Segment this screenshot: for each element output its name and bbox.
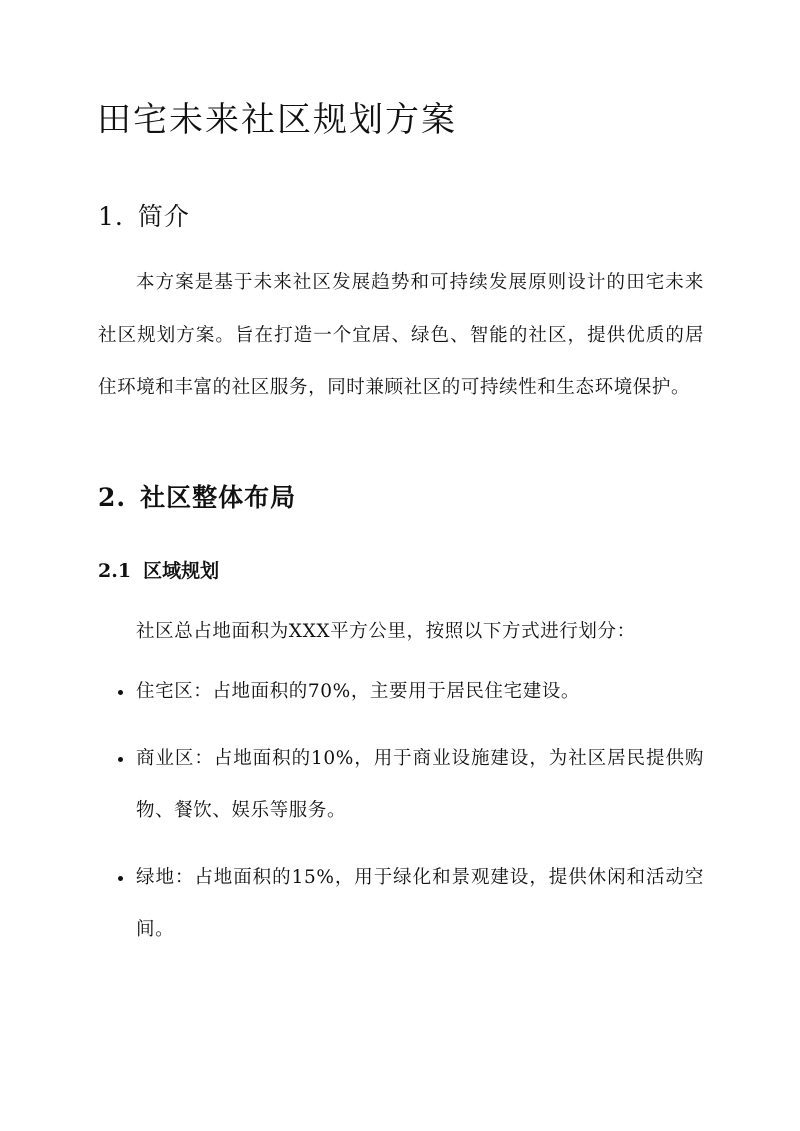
bullet-icon	[118, 690, 123, 695]
list-item	[98, 733, 704, 838]
section-heading-intro	[98, 197, 190, 233]
subsection-number: 2.1	[98, 560, 132, 582]
intro-paragraph: 本方案是基于未来社区发展趋势和可持续发展原则设计的田宅未来社区规划方案。旨在打造一个宜居、绿色、智能的社区，提供优质的居住环境和丰富的社区服务，同时兼顾社区的可持续性和生态环境保护。	[98, 272, 704, 398]
section-number: 2.	[98, 483, 127, 512]
bullet-icon	[118, 876, 123, 881]
zoning-list	[98, 666, 704, 971]
list-item-text: 绿地：占地面积的15%，用于绿化和景观建设，提供休闲和活动空间。	[136, 866, 704, 940]
section-title: 社区整体布局	[140, 483, 297, 512]
bullet-icon	[118, 757, 123, 762]
section-number: 1.	[98, 202, 124, 231]
zoning-paragraph: 社区总占地面积为XXX平方公里，按照以下方式进行划分：	[136, 621, 636, 642]
section-title: 简介	[137, 202, 190, 231]
list-item-text: 商业区：占地面积的10%，用于商业设施建设，为社区居民提供购物、餐饮、娱乐等服务。	[136, 747, 704, 821]
subsection-heading-zoning	[98, 556, 219, 583]
section-heading-layout	[98, 478, 296, 514]
list-item	[98, 666, 704, 719]
subsection-title: 区域规划	[143, 560, 220, 582]
list-item-text: 住宅区：占地面积的70%，主要用于居民住宅建设。	[136, 681, 581, 702]
document-title: 田宅未来社区规划方案	[97, 100, 457, 140]
list-item	[98, 852, 704, 957]
